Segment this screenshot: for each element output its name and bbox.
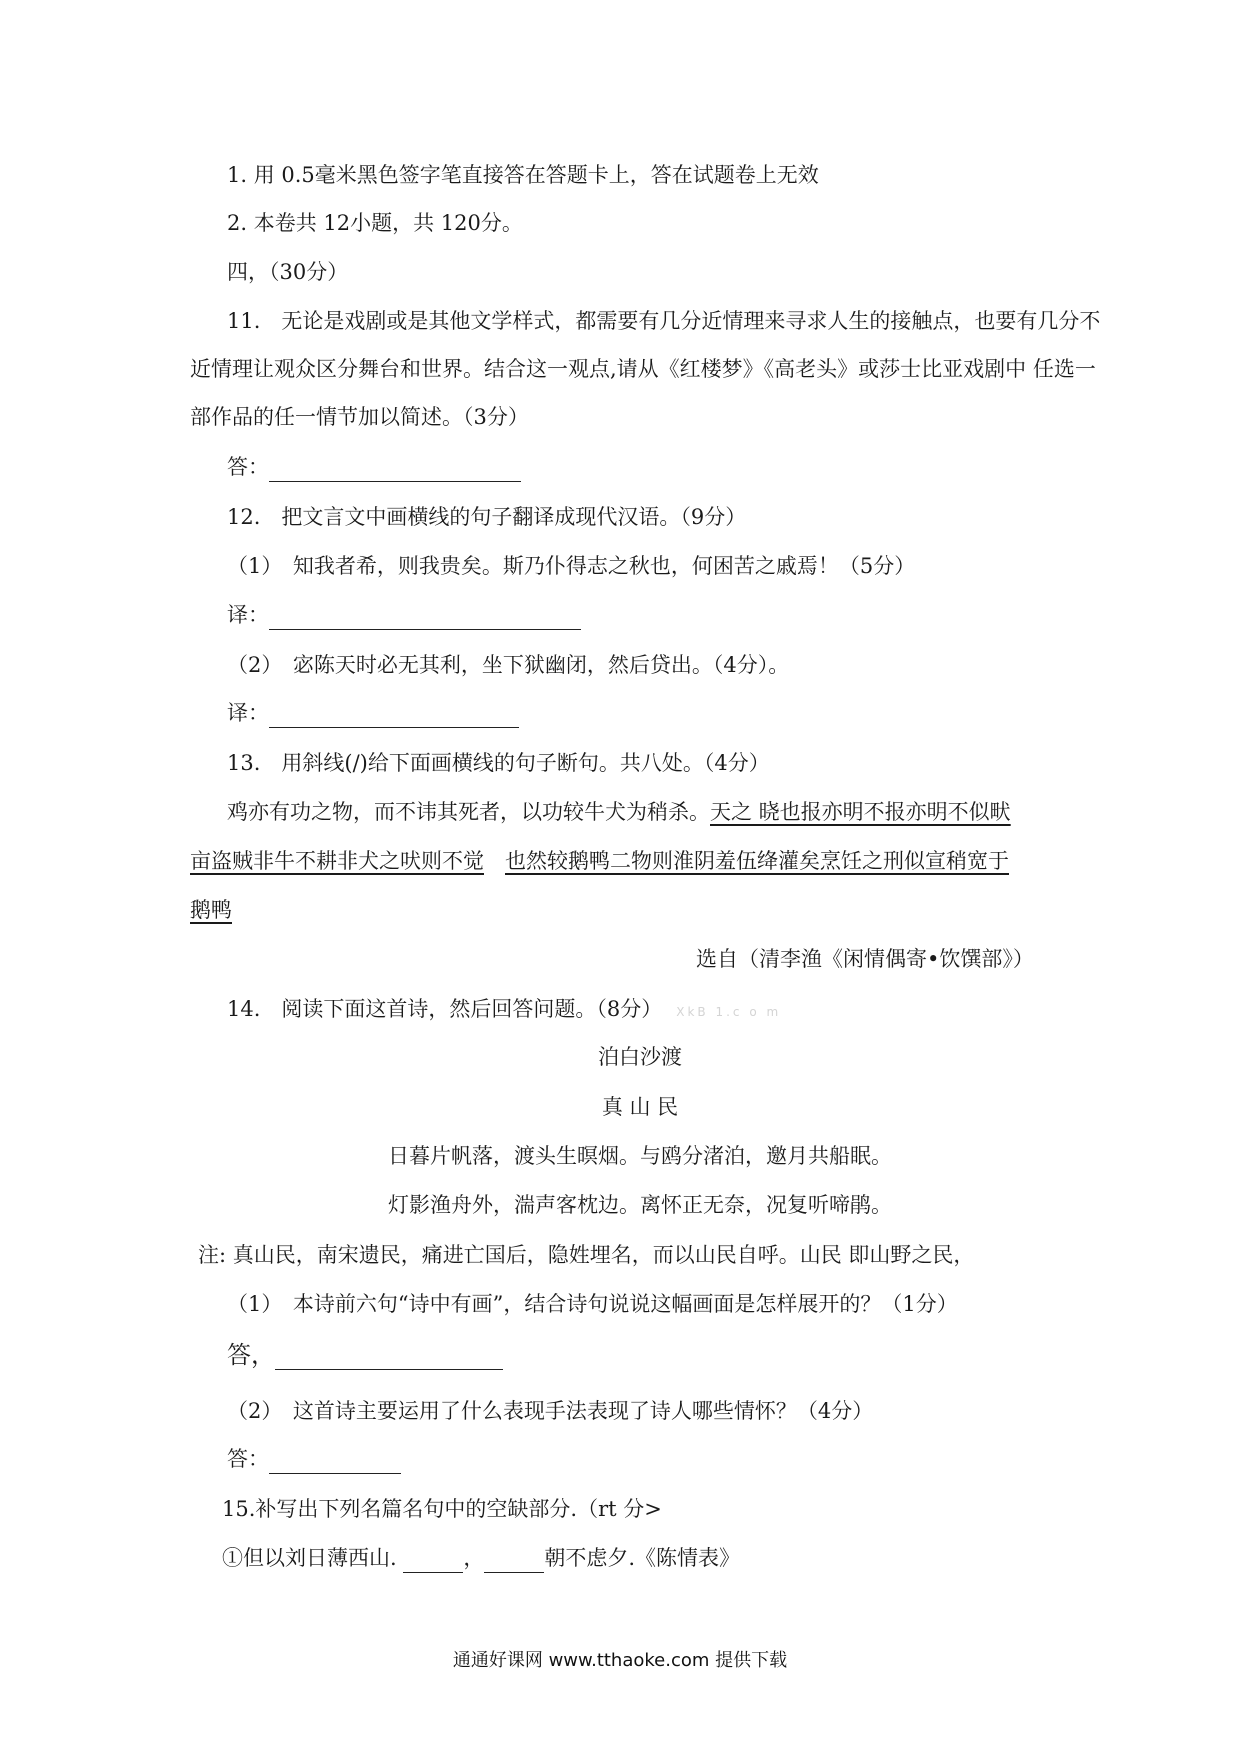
q11-answer-row xyxy=(227,452,521,482)
q14-title: 14. 阅读下面这首诗，然后回答问题。（8分） xyxy=(227,997,663,1021)
answer-blank[interactable] xyxy=(269,457,521,482)
faint-watermark: XkB 1.c o m xyxy=(676,1005,782,1019)
item-comma: ， xyxy=(463,1546,485,1570)
q13-passage-line-3 xyxy=(190,895,232,925)
instruction-2: 2. 本卷共 12小题，共 120分。 xyxy=(227,211,523,235)
item-start-text: ①但以刘日薄西山. xyxy=(222,1546,397,1570)
q14-sub-1: （1） 本诗前六句“诗中有画”，结合诗句说说这幅画面是怎样展开的？（1分） xyxy=(227,1292,958,1316)
q14-sub-2: （2） 这首诗主要运用了什么表现手法表现了诗人哪些情怀？（4分） xyxy=(227,1399,874,1423)
answer-blank[interactable] xyxy=(275,1345,503,1370)
section-four-heading: 四，（30分） xyxy=(227,260,349,284)
answer-label: 答， xyxy=(227,1341,275,1369)
passage-underlined-text: 也然较鹅鸭二物则淮阴羞伍绛灌矣烹饪之刑似宣稍宽于 xyxy=(505,849,1009,873)
q13-passage-line-2 xyxy=(190,846,1009,876)
q12-translate-row-1 xyxy=(227,600,581,630)
poem-note: 注: 真山民，南宋遗民，痛进亡国后，隐姓埋名，而以山民自呼。山民 即山野之民， xyxy=(198,1243,975,1267)
q11-line-1: 11. 无论是戏剧或是其他文学样式，都需要有几分近情理来寻求人生的接触点，也要有几分不 xyxy=(227,309,1101,333)
q15-item-1 xyxy=(222,1543,740,1573)
footer-credit: 通通好课网 www.tthaoke.com 提供下载 xyxy=(452,1650,788,1671)
poem-line-1: 日暮片帆落，渡头生暝烟。与鸥分渚泊，邀月共船眠。 xyxy=(388,1144,892,1168)
poem-author: 真 山 民 xyxy=(601,1095,679,1119)
passage-underlined-text: 天之 晓也报亦明不报亦明不似畎 xyxy=(710,800,1011,824)
q15-title: 15.补写出下列名篇名句中的空缺部分.（rt 分> xyxy=(222,1497,662,1521)
q12-title: 12. 把文言文中画横线的句子翻译成现代汉语。（9分） xyxy=(227,505,747,529)
translate-label: 译： xyxy=(227,701,269,725)
passage-underlined-text: 亩盗贼非牛不耕非犬之吠则不觉 xyxy=(190,849,484,873)
q13-passage-line-1 xyxy=(227,797,1011,827)
q11-line-2: 近情理让观众区分舞台和世界。结合这一观点,请从《红楼梦》《高老头》或莎士比亚戏剧中 任选一 xyxy=(190,357,1096,381)
q14-answer-row-1 xyxy=(227,1340,503,1370)
q14-answer-row-2 xyxy=(227,1444,401,1474)
q12-sub-1: （1） 知我者希，则我贵矣。斯乃仆得志之秋也，何困苦之戚焉！（5分） xyxy=(227,554,916,578)
q11-line-3: 部作品的任一情节加以简述。（3分） xyxy=(190,405,529,429)
fill-blank[interactable] xyxy=(484,1548,544,1573)
item-end-text: 朝不虑夕.《陈情表》 xyxy=(544,1546,741,1570)
instruction-1: 1. 用 0.5毫米黑色签字笔直接答在答题卡上，答在试题卷上无效 xyxy=(227,163,819,187)
q12-sub-2: （2） 宓陈天时必无其利，坐下狱幽闭，然后贷出。（4分）。 xyxy=(227,653,790,677)
answer-label: 答： xyxy=(227,1447,269,1471)
passage-underlined-text: 鹅鸭 xyxy=(190,898,232,922)
answer-blank[interactable] xyxy=(269,1449,401,1474)
poem-line-2: 灯影渔舟外，湍声客枕边。离怀正无奈，况复听啼鹃。 xyxy=(388,1193,892,1217)
translate-label: 译： xyxy=(227,603,269,627)
passage-plain-text: 鸡亦有功之物，而不讳其死者，以功较牛犬为稍杀。 xyxy=(227,800,710,824)
translate-blank[interactable] xyxy=(269,605,581,630)
answer-label: 答： xyxy=(227,455,269,479)
q13-title: 13. 用斜线(/)给下面画横线的句子断句。共八处。（4分） xyxy=(227,751,770,775)
poem-title: 泊白沙渡 xyxy=(598,1045,682,1069)
fill-blank[interactable] xyxy=(403,1548,463,1573)
q12-translate-row-2 xyxy=(227,698,519,728)
translate-blank[interactable] xyxy=(269,703,519,728)
q13-source: 选自（清李渔《闲情偶寄•饮馔部》） xyxy=(696,947,1034,971)
q14-title-row xyxy=(227,994,781,1027)
